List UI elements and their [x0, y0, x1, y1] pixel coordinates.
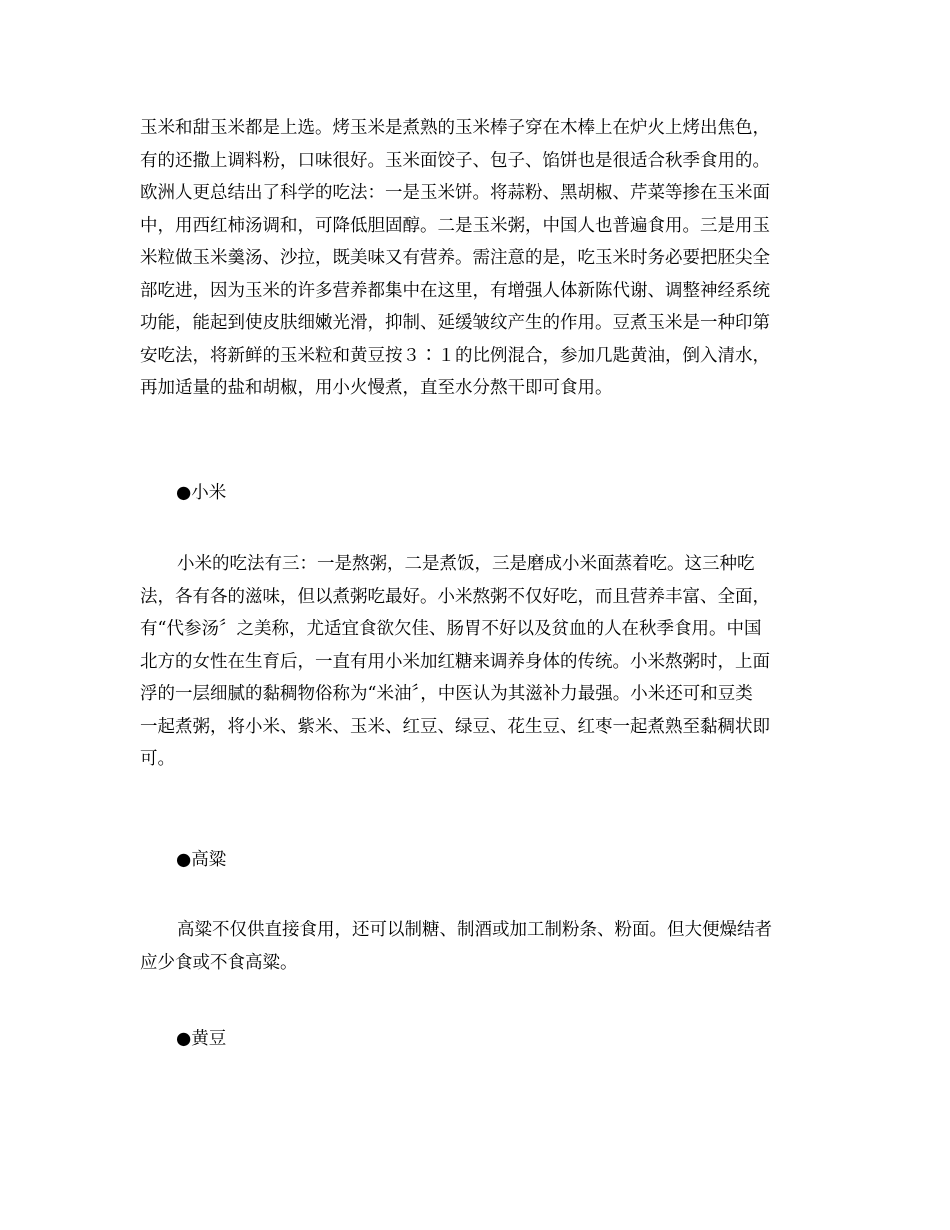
paragraph-line: 一起煮粥，将小米、紫米、玉米、红豆、绿豆、花生豆、红枣一起煮熟至黏稠状即 — [140, 716, 770, 737]
paragraph-line: 有“代参汤〞之美称，尤适宜食欲欠佳、肠胃不好以及贫血的人在秋季食用。中国 — [140, 619, 762, 639]
paragraph-line: 功能，能起到使皮肤细嫩光滑，抑制、延缓皱纹产生的作用。豆煮玉米是一种印第 — [140, 313, 770, 333]
paragraph-line: 有的还撒上调料粉，口味很好。玉米面饺子、包子、馅饼也是很适合秋季食用的。 — [140, 150, 770, 171]
section-heading-soybean: ●黄豆 — [176, 1029, 227, 1049]
paragraph-millet — [140, 548, 820, 776]
paragraph-line: 安吃法，将新鲜的玉米粒和黄豆按３∶１的比例混合，参加几匙黄油，倒入清水， — [140, 345, 770, 366]
paragraph-corn — [140, 112, 820, 405]
paragraph-line: 浮的一层细腻的黏稠物俗称为“米油〞，中医认为其滋补力最强。小米还可和豆类 — [140, 684, 753, 704]
paragraph-line: 欧洲人更总结出了科学的吃法：一是玉米饼。将蒜粉、黑胡椒、芹菜等掺在玉米面 — [140, 183, 770, 203]
paragraph-line: 应少食或不食高粱。 — [140, 952, 298, 973]
paragraph-line: 可。 — [140, 749, 175, 769]
section-heading-sorghum: ●高粱 — [176, 850, 227, 870]
paragraph-line: 部吃进，因为玉米的许多营养都集中在这里，有增强人体新陈代谢、调整神经系统 — [140, 280, 770, 301]
paragraph-line: 再加适量的盐和胡椒，用小火慢煮，直至水分熬干即可食用。 — [140, 378, 613, 398]
paragraph-line: 法，各有各的滋味，但以煮粥吃最好。小米熬粥不仅好吃，而且营养丰富、全面， — [140, 586, 770, 607]
paragraph-line: 米粒做玉米羹汤、沙拉，既美味又有营养。需注意的是，吃玉米时务必要把胚尖全 — [140, 248, 770, 268]
paragraph-line: 中，用西红柿汤调和，可降低胆固醇。二是玉米粥，中国人也普遍食用。三是用玉 — [140, 215, 770, 236]
paragraph-line: 玉米和甜玉米都是上选。烤玉米是煮熟的玉米棒子穿在木棒上在炉火上烤出焦色， — [140, 118, 770, 138]
paragraph-line: 北方的女性在生育后，一直有用小米加红糖来调养身体的传统。小米熬粥时，上面 — [140, 651, 770, 672]
section-heading-millet: ●小米 — [176, 483, 227, 503]
paragraph-line: 小米的吃法有三：一是熬粥，二是煮饭，三是磨成小米面蒸着吃。这三种吃 — [177, 554, 755, 574]
paragraph-sorghum — [140, 914, 820, 979]
paragraph-line: 高粱不仅供直接食用，还可以制糖、制酒或加工制粉条、粉面。但大便燥结者 — [177, 920, 772, 940]
